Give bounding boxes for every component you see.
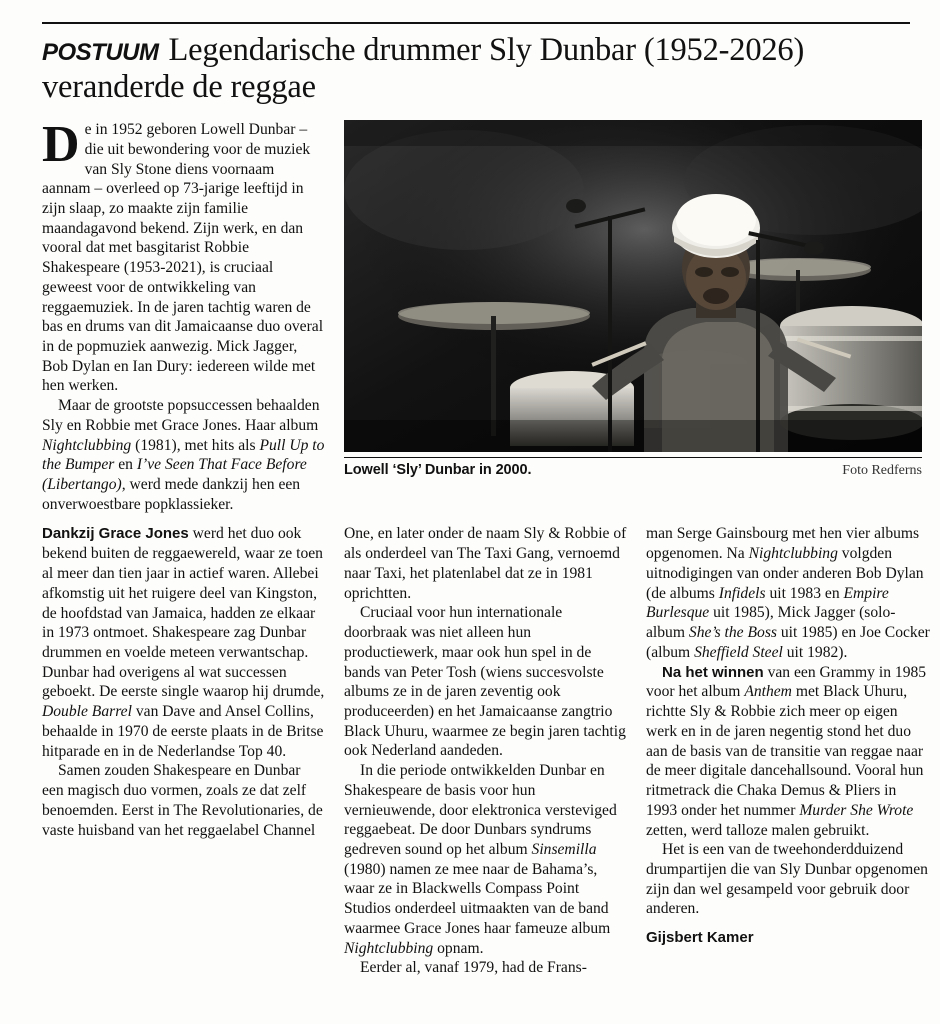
c3p1-c: uit 1983 en (765, 584, 844, 602)
paragraph-c2-2: Cruciaal voor hun internationale doorbraak was niet alleen hun productiewerk, maar ook hun spel in de bands van Peter Tosh (wiens succesvolste albums ze in de jaren zeventig ook produceerden) en het Jamaicaanse zangtrio Black Uhuru, waarmee ze begin jaren tachtig ook Nederland aandeden. (344, 604, 626, 760)
body-columns (42, 524, 930, 978)
c3p2-a: van een Grammy in 1985 voor het album (646, 663, 927, 701)
c3p2-c: zetten, werd talloze malen gebruikt. (646, 821, 870, 839)
photo-block (344, 120, 922, 514)
paragraph-c1-4: Samen zouden Shakespeare en Dunbar een magisch duo vormen, zoals ze dat zelf benoemden. Eerst in The Revolutionaries, de vaste huisband van het reggaelabel Channel (42, 762, 323, 839)
c3p1-b: volgden uitnodigingen van onder anderen Bob Dylan (de albums (646, 545, 924, 602)
drop-cap: D (42, 116, 80, 174)
c3p1-f: uit 1982). (782, 643, 848, 661)
headline-text: Legendarische drummer Sly Dunbar (1952-2026) veranderde de reggae (42, 32, 805, 106)
c3p1-d: uit 1985), Mick Jagger (solo-album (646, 604, 896, 642)
headline-block (42, 32, 910, 106)
c3p1-e: uit 1985) en Joe Cocker (album (646, 624, 930, 661)
column-1-top (42, 116, 326, 514)
photo-caption: Lowell ‘Sly’ Dunbar in 2000. (344, 462, 532, 479)
paragraph-c2-4: Eerder al, vanaf 1979, had de Frans- (360, 959, 587, 977)
c3p1-album-empireburlesque: Empire Burlesque (646, 584, 889, 622)
photo-illustration (344, 120, 922, 452)
c2p3-a: In die periode ontwikkelden Dunbar en Shakespeare de basis voor hun vernieuwende, door elektronica versteviged reggaebeat. De door Dunbars syndrums gedreven sound op het album (344, 762, 617, 858)
c3p1-album-infidels: Infidels (718, 584, 766, 602)
column-1-bottom (42, 524, 326, 978)
c1p2-song-pullup: Pull Up to the Bumper (42, 436, 325, 474)
byline: Gijsbert Kamer (646, 929, 754, 947)
c3p1-album-shestheboss: She’s the Boss (688, 624, 777, 642)
page-title (42, 32, 910, 106)
paragraph-c3-1 (646, 524, 930, 662)
c3p1-a: man Serge Gainsbourg met hen vier albums opgenomen. Na (646, 525, 920, 563)
paragraph-c3-3: Het is een van de tweehonderdduizend drumpartijen die van Sly Dunbar opgenomen zijn dan wel gesampeld voor gebruik door anderen. (646, 841, 928, 918)
article-kicker: POSTUUM (42, 39, 159, 66)
paragraph-c2-1: One, en later onder de naam Sly & Robbie of als onderdeel van The Taxi Gang, vernoemd naar Taxi, het platenlabel dat ze in 1981 oprichtten. (344, 525, 627, 602)
c1p2-c: en (114, 456, 137, 474)
c2p3-b: (1980) namen ze mee naar de Bahama’s, waar ze in Blackwells Compass Point Studios onderdeel uitmaakten van de band waarmee Grace Jones haar fameuze album (344, 860, 611, 937)
c3p2-lead-in: Na het winnen (662, 663, 764, 681)
top-section (42, 116, 922, 514)
c1p2-song-libertango: I’ve Seen That Face Before (Libertango), (42, 456, 307, 494)
c3p1-album-sheffieldsteel: Sheffield Steel (694, 643, 783, 661)
c1p2-album-nightclubbing: Nightclubbing (42, 436, 132, 454)
photo-credit: Foto Redferns (842, 463, 922, 479)
paragraph-c2-3 (344, 761, 628, 958)
article-photo (344, 120, 922, 452)
paragraph-c3-2 (646, 663, 930, 841)
c1p3-lead-in: Dankzij Grace Jones (42, 525, 189, 543)
c3p2-b: met Black Uhuru, richtte Sly & Robbie zich meer op eigen werk en in de jaren negentig stond het duo aan de basis van de transitie van reggae naar de meer digitale dancehallsound. Vooral hun ritmetrack die Chaka Demus & Pliers in 1993 onder het nummer (646, 683, 924, 819)
c1p3-single-doublebarrel: Double Barrel (42, 703, 132, 721)
c3p1-album-nightclubbing: Nightclubbing (748, 545, 838, 563)
c2p3-c: opnam. (433, 939, 484, 957)
column-3 (646, 524, 930, 978)
c1p3-b: van Dave and Ansel Collins, behaalde in 1970 de eerste plaats in de Britse hitparade en in de Nederlandse Top 40. (42, 703, 324, 760)
c1p2-b: (1981), met hits als (131, 436, 260, 454)
c3p2-album-anthem: Anthem (744, 683, 792, 701)
paragraph-intro-text: e in 1952 geboren Lowell Dunbar – die uit bewondering voor de muziek van Sly Stone diens voornaam aannam – overleed op 73-jarige leeftijd in zijn slaap, zo maakte zijn familie maandagavond bekend. Zijn werk, en dan vooral dat met basgitarist Robbie Shakespeare (1953-2021), is cruciaal geweest voor de ontwikkeling van reggaemuziek. In de jaren tachtig waren de bas en drums van dit Jamaicaanse duo overal in de popmuziek aanwezig. Mick Jagger, Bob Dylan en Ian Dury: iedereen wilde met hen werken. (42, 121, 324, 395)
c2p3-album-sinsemilla: Sinsemilla (531, 840, 597, 858)
c1p3-a: werd het duo ook bekend buiten de reggaewereld, waar ze toen al meer dan tien jaar in actief waren. Allebei afkomstig uit het ruigere deel van Kingston, de hoofdstad van Jamaica, hadden ze elkaar in 1973 ontmoet. Shakespeare zag Dunbar drummen en voelde meteen verwantschap. Dunbar had overigens al wat successen geboekt. De eerste single waarop hij drumde, (42, 525, 325, 701)
paragraph-intro (42, 116, 326, 396)
c1p2-a: Maar de grootste popsuccessen behaalden Sly en Robbie met Grace Jones. Haar album (42, 397, 320, 434)
top-rule (42, 22, 910, 24)
c1p2-d: werd mede dankzij hen een onverwoestbare popklassieker. (42, 476, 301, 513)
paragraph-c1-3 (42, 524, 326, 761)
column-2 (344, 524, 628, 978)
c3p2-song-murdershewrote: Murder She Wrote (799, 801, 914, 819)
photo-caption-row (344, 457, 922, 479)
c2p3-album-nightclubbing: Nightclubbing (344, 939, 434, 957)
paragraph-c1-2 (42, 396, 326, 514)
